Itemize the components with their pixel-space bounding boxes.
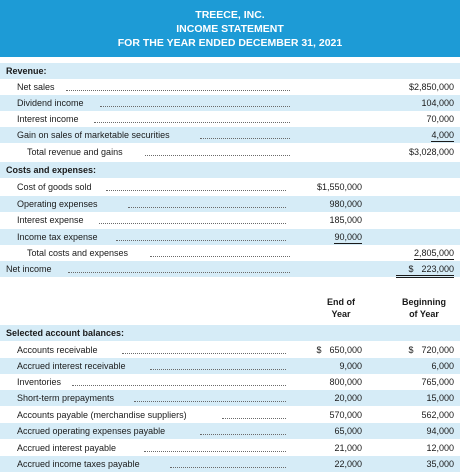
end-value: 570,000 bbox=[329, 410, 362, 420]
row-label: Interest income bbox=[17, 114, 79, 124]
col-header-line: Year bbox=[331, 309, 351, 319]
balance-row bbox=[0, 358, 460, 374]
col-header-line: of Year bbox=[409, 309, 439, 319]
end-value: 21,000 bbox=[334, 443, 362, 453]
row-label: Accrued interest payable bbox=[17, 443, 117, 453]
balance-row bbox=[0, 407, 460, 423]
leader-dots bbox=[200, 138, 290, 139]
begin-value bbox=[396, 344, 454, 356]
leader-dots bbox=[128, 207, 286, 208]
net-income-row bbox=[0, 261, 460, 277]
revenue-heading: Revenue: bbox=[6, 66, 47, 76]
col-header-end-of-year bbox=[314, 296, 368, 320]
expenses-total-row bbox=[0, 245, 460, 261]
leader-dots bbox=[144, 451, 286, 452]
leader-dots bbox=[106, 190, 286, 191]
row-value: 104,000 bbox=[421, 98, 454, 108]
revenue-row bbox=[0, 79, 460, 95]
statement-header bbox=[0, 0, 460, 57]
leader-dots bbox=[99, 223, 286, 224]
leader-dots bbox=[145, 155, 290, 156]
company-name: TREECE, INC. bbox=[195, 9, 265, 21]
balances-heading: Selected account balances: bbox=[6, 328, 125, 338]
dollar-sign: $ bbox=[408, 264, 414, 274]
begin-value: 94,000 bbox=[426, 426, 454, 436]
row-value: $1,550,000 bbox=[316, 182, 362, 192]
total-value: $3,028,000 bbox=[408, 147, 454, 157]
net-income-label: Net income bbox=[6, 264, 52, 274]
revenue-total-row bbox=[0, 144, 460, 160]
begin-value: 765,000 bbox=[421, 377, 454, 387]
expense-row bbox=[0, 196, 460, 212]
row-label: Operating expenses bbox=[17, 199, 98, 209]
leader-dots bbox=[222, 418, 286, 419]
row-label: Accrued interest receivable bbox=[17, 361, 126, 371]
row-value: $2,850,000 bbox=[408, 82, 454, 92]
row-label: Accounts payable (merchandise suppliers) bbox=[17, 410, 187, 420]
statement-period: FOR THE YEAR ENDED DECEMBER 31, 2021 bbox=[117, 37, 343, 49]
row-value: 4,000 bbox=[431, 130, 454, 140]
begin-value: 12,000 bbox=[426, 443, 454, 453]
end-value: 65,000 bbox=[334, 426, 362, 436]
row-label: Accrued income taxes payable bbox=[17, 459, 140, 469]
expense-row bbox=[0, 212, 460, 228]
leader-dots bbox=[200, 434, 286, 435]
end-value: 20,000 bbox=[334, 393, 362, 403]
balance-row bbox=[0, 374, 460, 390]
net-income-value bbox=[396, 263, 454, 278]
row-value: 70,000 bbox=[426, 114, 454, 124]
row-label: Dividend income bbox=[17, 98, 84, 108]
end-value bbox=[304, 344, 362, 356]
leader-dots bbox=[116, 240, 286, 241]
leader-dots bbox=[72, 385, 286, 386]
row-value: 90,000 bbox=[334, 232, 362, 242]
row-label: Accounts receivable bbox=[17, 345, 98, 355]
begin-value: 562,000 bbox=[421, 410, 454, 420]
leader-dots bbox=[68, 272, 290, 273]
balance-row bbox=[0, 390, 460, 406]
balance-row bbox=[0, 440, 460, 456]
total-label: Total revenue and gains bbox=[27, 147, 123, 157]
revenue-row bbox=[0, 111, 460, 127]
expense-row bbox=[0, 179, 460, 195]
end-value: 22,000 bbox=[334, 459, 362, 469]
dollar-sign: $ bbox=[316, 345, 322, 355]
revenue-heading-row bbox=[0, 63, 460, 79]
total-value: 2,805,000 bbox=[413, 248, 454, 258]
leader-dots bbox=[100, 106, 290, 107]
col-header-beginning-of-year bbox=[392, 296, 456, 320]
begin-value: 6,000 bbox=[431, 361, 454, 371]
begin-value: 35,000 bbox=[426, 459, 454, 469]
total-label: Total costs and expenses bbox=[27, 248, 129, 258]
dollar-sign: $ bbox=[408, 345, 414, 355]
end-value: 9,000 bbox=[339, 361, 362, 371]
revenue-row bbox=[0, 95, 460, 111]
net-income-amount: 223,000 bbox=[421, 264, 454, 274]
leader-dots bbox=[134, 401, 286, 402]
row-label: Cost of goods sold bbox=[17, 182, 92, 192]
begin-amount: 720,000 bbox=[421, 345, 454, 355]
expenses-heading-row bbox=[0, 162, 460, 178]
col-header-line: Beginning bbox=[402, 297, 446, 307]
row-label: Short-term prepayments bbox=[17, 393, 115, 403]
expense-row bbox=[0, 229, 460, 245]
leader-dots bbox=[66, 90, 290, 91]
row-label: Accrued operating expenses payable bbox=[17, 426, 166, 436]
row-label: Gain on sales of marketable securities bbox=[17, 130, 170, 140]
col-header-line: End of bbox=[327, 297, 355, 307]
balance-row bbox=[0, 423, 460, 439]
leader-dots bbox=[150, 369, 286, 370]
begin-value: 15,000 bbox=[426, 393, 454, 403]
leader-dots bbox=[170, 467, 286, 468]
row-value: 980,000 bbox=[329, 199, 362, 209]
balances-heading-row bbox=[0, 325, 460, 341]
balance-row bbox=[0, 456, 460, 472]
leader-dots bbox=[122, 353, 286, 354]
row-label: Net sales bbox=[17, 82, 55, 92]
statement-title: INCOME STATEMENT bbox=[176, 23, 284, 35]
row-label: Inventories bbox=[17, 377, 62, 387]
row-value: 185,000 bbox=[329, 215, 362, 225]
end-amount: 650,000 bbox=[329, 345, 362, 355]
leader-dots bbox=[150, 256, 290, 257]
row-label: Income tax expense bbox=[17, 232, 98, 242]
balance-row bbox=[0, 342, 460, 358]
leader-dots bbox=[94, 122, 290, 123]
revenue-row bbox=[0, 127, 460, 143]
row-label: Interest expense bbox=[17, 215, 84, 225]
expenses-heading: Costs and expenses: bbox=[6, 165, 97, 175]
end-value: 800,000 bbox=[329, 377, 362, 387]
